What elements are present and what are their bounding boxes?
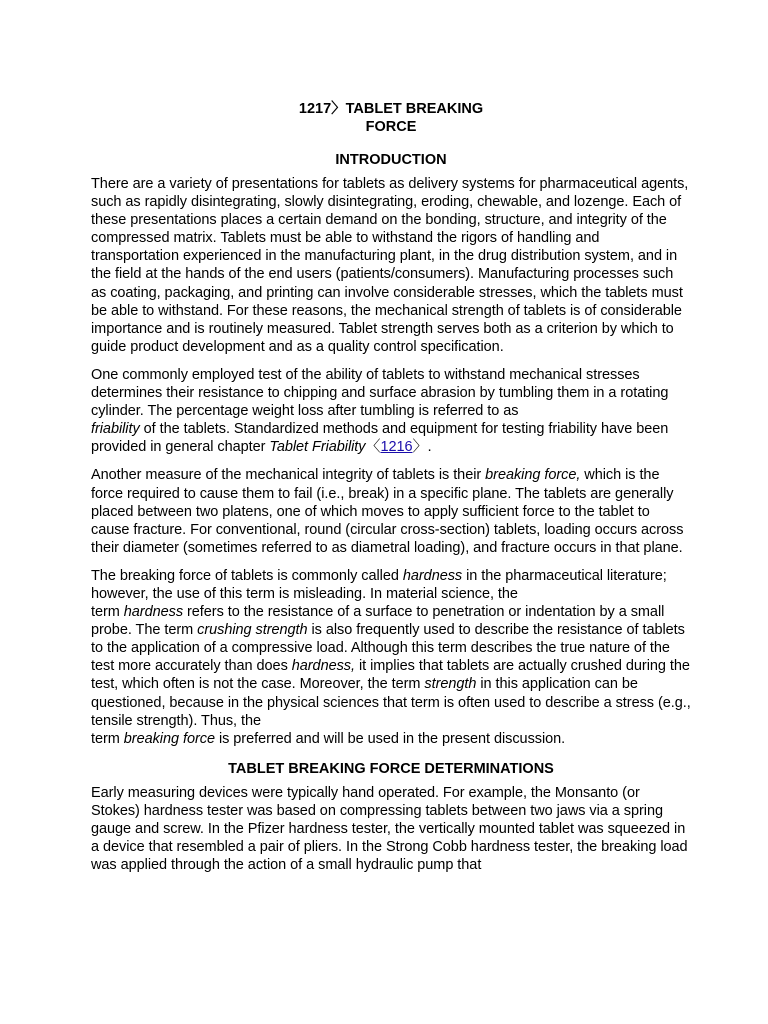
p2-close-bracket: 〉. <box>412 438 432 456</box>
p4-text-d: is also frequently used to describe the resistance of tablets to the application of a compressive load. Although this term describes the true nature of the test more accurately than does <box>91 622 685 675</box>
p2-text-a: One commonly employed test of the ability of tablets to withstand mechanical stresses determines their resistance to chipping and surface abrasion by tumbling them in a rotating cylinder. The percentage weight loss after tumbling is referred to as <box>91 366 669 420</box>
p3-text-a: Another measure of the mechanical integrity of tablets is their <box>91 467 486 484</box>
paragraph-1: There are a variety of presentations for tablets as delivery systems for pharmaceutical agents, such as rapidly disintegrating, slowly disintegrating, eroding, chewable, and lozenge. Each of these presentations places a certain demand on the bonding, structure, and integrity of the compressed matrix. Tablets must be able to withstand the rigors of handling and transportation experienced in the manufacturing plant, in the drug distribution system, and in the field at the hands of the end users (patients/consumers). Manufacturing processes such as coating, packaging, and printing can involve considerable stresses, which the tablets must be able to withstand. For these reasons, the mechanical strength of tablets is of considerable importance and is routinely measured. Tablet strength serves both as a criterion by which to guide product development and as a quality control specification. <box>91 176 689 355</box>
title-line-1: 1217〉TABLET BREAKING <box>298 101 484 117</box>
paragraph-5: Early measuring devices were typically hand operated. For example, the Monsanto (or Stokes) hardness tester was based on compressing tablets between two jaws via a spring gauge and screw. In the Pfizer hardness tester, the vertically mounted tablet was squeezed in a device that resembled a pair of pliers. In the Strong Cobb hardness tester, the breaking load was applied through the action of a small hydraulic pump that <box>91 784 688 874</box>
introduction-heading: INTRODUCTION <box>335 152 447 168</box>
p4-text-g: is preferred and will be used in the present discussion. <box>214 730 566 747</box>
p4-text-a: The breaking force of tablets is commonly called <box>91 567 403 584</box>
p4-strength-term: strength <box>424 676 477 693</box>
title-line-2: FORCE <box>365 119 417 135</box>
p4-text-c-pre: term <box>91 604 124 621</box>
p4-text-g-pre: term <box>91 730 124 747</box>
chapter-title <box>91 100 691 136</box>
p3-breaking-force-term: breaking force, <box>485 467 581 484</box>
p4-hardness-term: hardness <box>402 567 463 584</box>
p2-chapter-name: Tablet Friability <box>269 439 366 456</box>
p4-hardness-term-3: hardness, <box>291 658 355 675</box>
paragraph-2 <box>91 366 691 456</box>
p2-open-bracket: 〈 <box>365 438 381 456</box>
chapter-1216-link[interactable]: 1216 <box>380 439 413 456</box>
p4-text-b: in the pharmaceutical literature; however, the use of this term is misleading. In material science, the <box>91 567 667 602</box>
document-page <box>91 100 691 884</box>
p4-text-f: in this application can be questioned, because in the physical sciences that term is often used to describe a stress (e.g., tensile strength). Thus, the <box>91 676 691 729</box>
p3-text-b: which is the force required to cause them to fail (i.e., break) in a specific plane. The tablets are generally placed between two platens, one of which moves to apply sufficient force to the tablet to cause fracture. For conventional, round (circular cross-section) tablets, loading occurs across their diameter (sometimes referred to as diametral loading), and fracture occurs in that plane. <box>91 467 684 556</box>
paragraph-4 <box>91 567 691 748</box>
p2-text-b: of the tablets. Standardized methods and equipment for testing friability have been provided in general chapter <box>91 421 669 456</box>
p4-text-e: it implies that tablets are actually crushed during the test, which often is not the case. Moreover, the term <box>91 658 690 693</box>
p4-breaking-force-term: breaking force <box>123 730 215 747</box>
determinations-heading: TABLET BREAKING FORCE DETERMINATIONS <box>228 760 554 777</box>
p4-text-c: refers to the resistance of a surface to penetration or indentation by a small probe. The term <box>91 604 665 639</box>
p2-friability-term: friability <box>91 421 140 438</box>
paragraph-3 <box>91 466 691 556</box>
p4-crushing-strength-term: crushing strength <box>197 622 308 639</box>
p4-hardness-term-2: hardness <box>123 604 184 621</box>
